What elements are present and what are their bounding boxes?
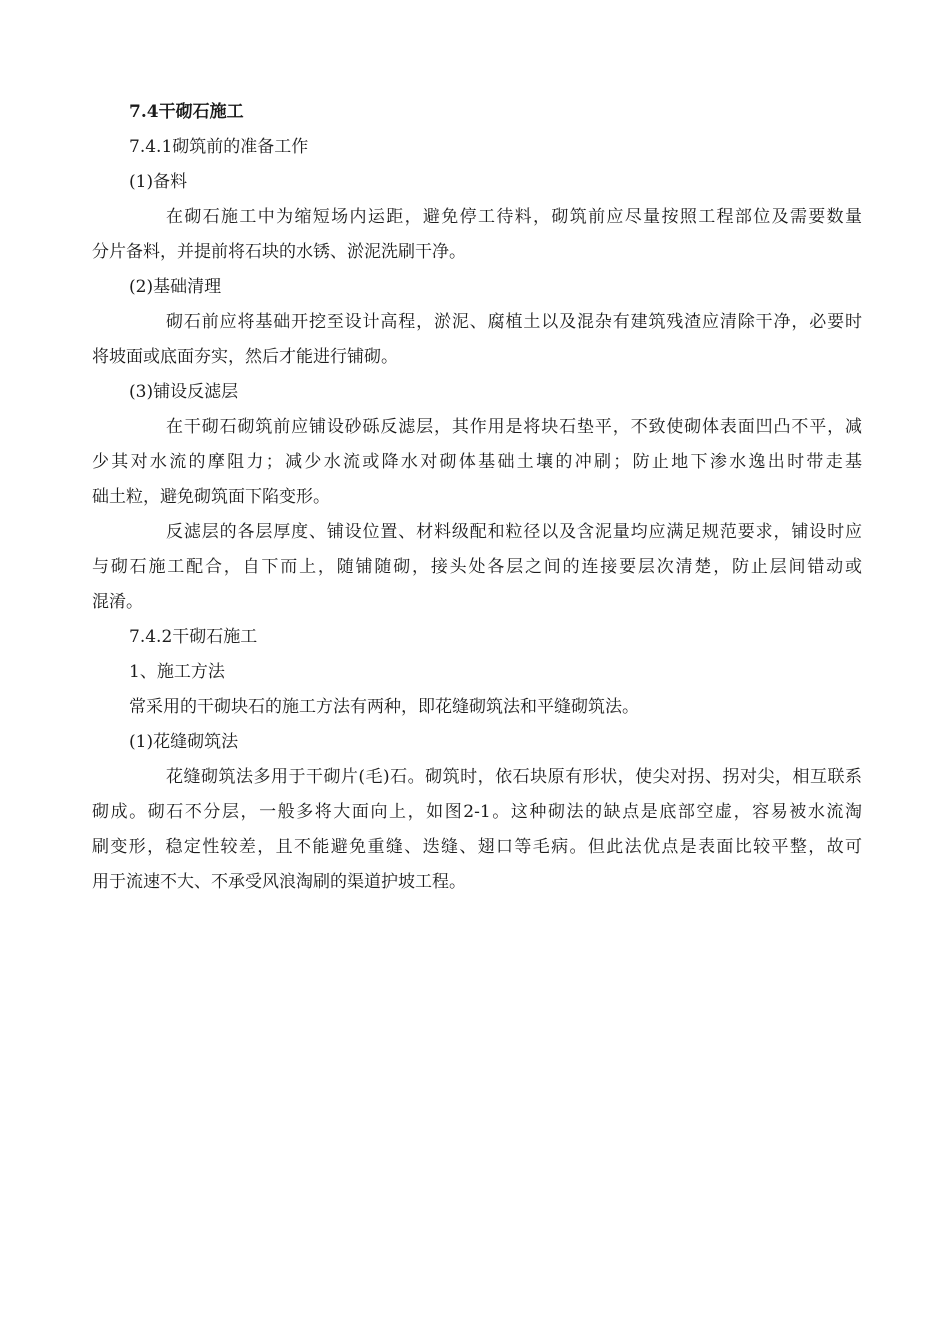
paragraph-line: 在干砌石砌筑前应铺设砂砾反滤层，其作用是将块石垫平，不致使砌体表面凹凸不平，减 [166,417,862,437]
document-body [92,95,862,900]
method-intro: 常采用的干砌块石的施工方法有两种，即花缝砌筑法和平缝砌筑法。 [129,697,639,717]
paragraph-line: 砌石前应将基础开挖至设计高程，淤泥、腐植土以及混杂有建筑残渣应清除干净，必要时 [166,312,862,332]
paragraph-line: 在砌石施工中为缩短场内运距，避免停工待料，砌筑前应尽量按照工程部位及需要数量 [166,207,862,227]
paragraph-foundation-cleaning [92,305,862,375]
item-title-flower-joint: (1)花缝砌筑法 [129,732,239,752]
paragraph-line: 砌成。砌石不分层，一般多将大面向上，如图2-1。这种砌法的缺点是底部空虚，容易被水流淘 [92,802,862,822]
item-title-filter-layer: (3)铺设反滤层 [129,382,239,402]
paragraph-line: 础土粒，避免砌筑面下陷变形。 [92,487,330,507]
paragraph-line: 与砌石施工配合，自下而上，随铺随砌，接头处各层之间的连接要层次清楚，防止层间错动或 [92,557,862,577]
paragraph-filter-layer-1 [92,410,862,515]
paragraph-materials [92,200,862,270]
paragraph-line: 刷变形，稳定性较差，且不能避免重缝、迭缝、翅口等毛病。但此法优点是表面比较平整，故可 [92,837,862,857]
method-title: 1、施工方法 [129,662,225,682]
paragraph-line: 混淆。 [92,592,143,612]
paragraph-line: 将坡面或底面夯实，然后才能进行铺砌。 [92,347,398,367]
subsection-title-7-4-1: 7.4.1砌筑前的准备工作 [129,137,309,157]
paragraph-line: 分片备料，并提前将石块的水锈、淤泥洗刷干净。 [92,242,466,262]
paragraph-line: 反滤层的各层厚度、铺设位置、材料级配和粒径以及含泥量均应满足规范要求，铺设时应 [166,522,862,542]
item-title-foundation-cleaning: (2)基础清理 [129,277,222,297]
paragraph-line: 少其对水流的摩阻力；减少水流或降水对砌体基础土壤的冲刷；防止地下渗水逸出时带走基 [92,452,862,472]
section-title: 7.4干砌石施工 [129,102,244,122]
paragraph-line: 花缝砌筑法多用于干砌片(毛)石。砌筑时，依石块原有形状，使尖对拐、拐对尖，相互联系 [166,767,862,787]
paragraph-filter-layer-2 [92,515,862,620]
subsection-title-7-4-2: 7.4.2干砌石施工 [129,627,258,647]
item-title-materials: (1)备料 [129,172,188,192]
paragraph-flower-joint [92,760,862,900]
paragraph-line: 用于流速不大、不承受风浪淘刷的渠道护坡工程。 [92,872,466,892]
